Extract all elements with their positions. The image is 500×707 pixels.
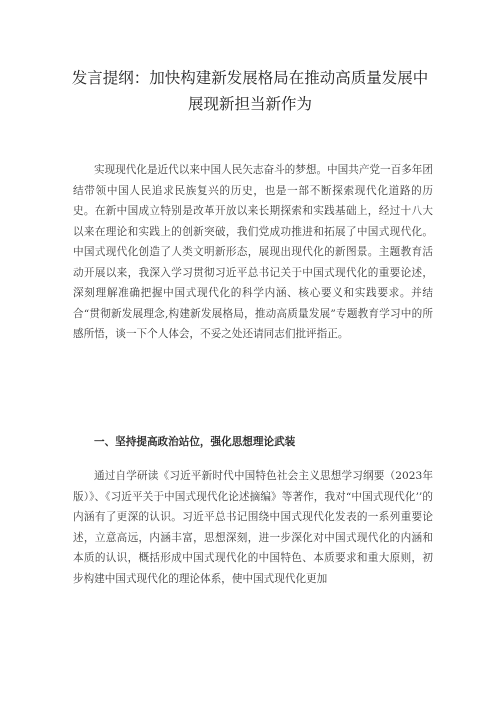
intro-paragraph: 实现现代化是近代以来中国人民矢志奋斗的梦想。中国共产党一百多年团结带领中国人民追求民族复兴的历史，也是一部不断探索现代化道路的历史。在新中国成立特别是改革开放以来长期探索和实践基础上，经过十八大以来在理论和实践上的创新突破，我们党成功推进和拓展了中国式现代化。中国式现代化创造了人类文明新形态，展现出现代化的新图景。主题教育活动开展以来，我深入学习贯彻习近平总书记关于中国式现代化的重要论述，深刻理解准确把握中国式现代化的科学内涵、核心要义和实践要求。并结合“贯彻新发展理念,构建新发展格局，推动高质量发展”专题教育学习中的所感所悟，谈一下个人体会，不妥之处还请同志们批评指正。 xyxy=(73,164,433,340)
document-title-line-2: 展现新担当新作为 xyxy=(187,95,312,113)
intro-paragraph-block xyxy=(73,160,433,345)
section-heading-1: 一、坚持提高政治站位，强化思想理论武装 xyxy=(94,436,296,448)
section-1-paragraph: 通过自学研读《习近平新时代中国特色社会主义思想学习纲要（2023年版）》、《习近平关于中国式现代化论述摘编》等著作，我对“中国式现代化’’的内涵有了更深的认识。习近平总书记围绕中国式现代化发表的一系列重要论述，立意高远，内涵丰富，思想深刻，进一步深化对中国式现代化的内涵和本质的认识，概括形成中国式现代化的中国特色、本质要求和重大原则，初步构建中国式现代化的理论体系，使中国式现代化更加 xyxy=(73,470,433,585)
document-title-line-1: 发言提纲：加快构建新发展格局在推动高质量发展中 xyxy=(71,69,429,87)
section-1-paragraph-block xyxy=(73,466,433,589)
